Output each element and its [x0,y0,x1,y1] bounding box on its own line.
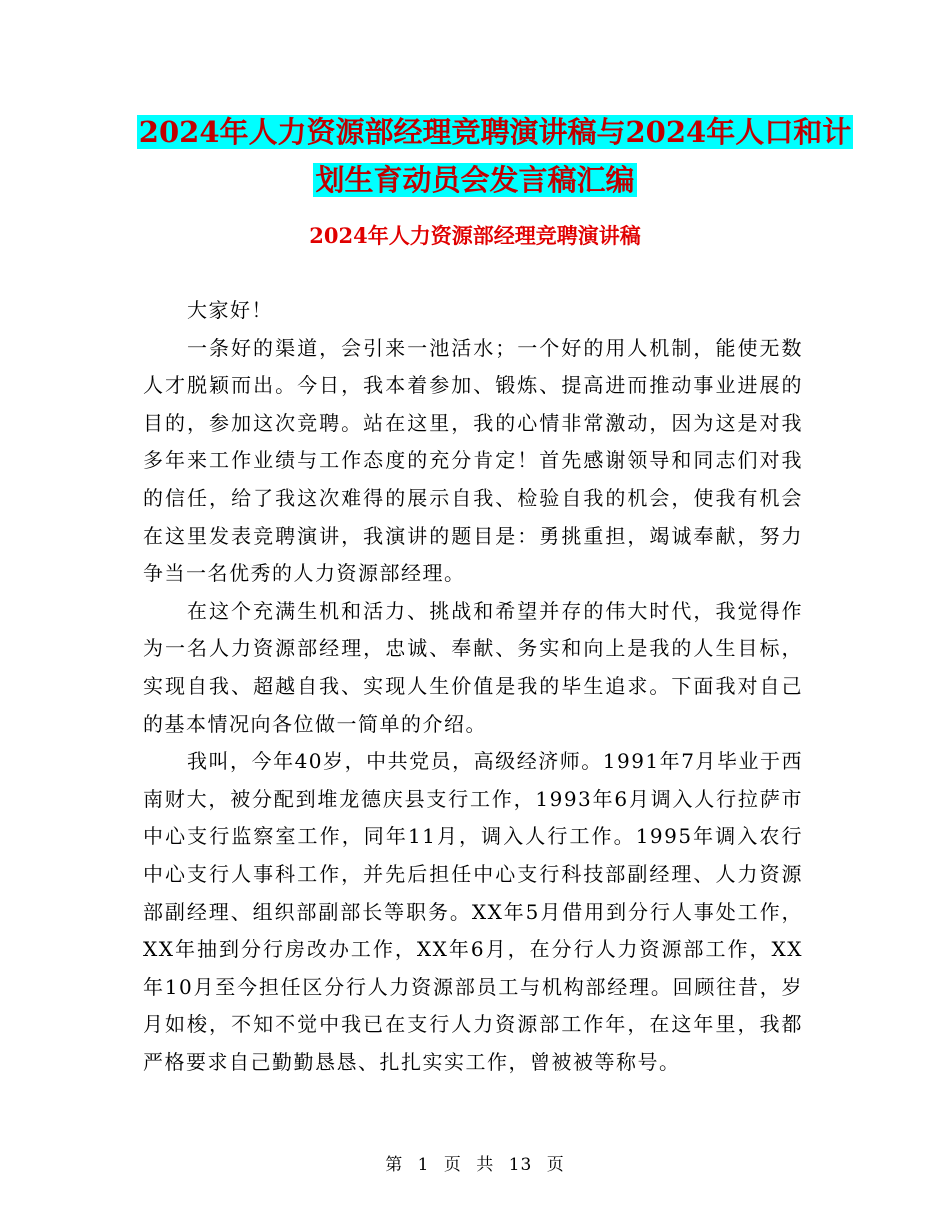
document-title-line-2: 划生育动员会发言稿汇编 [315,163,635,197]
footer-total-unit: 页 [546,1155,565,1175]
footer-total-pages: 13 [508,1155,533,1175]
paragraph-greeting: 大家好！ [187,298,273,322]
page-footer [0,1150,950,1175]
document-title-line-1: 2024年人力资源部经理竞聘演讲稿与2024年人口和计 [138,115,852,149]
paragraph-intro: 一条好的渠道，会引来一池活水；一个好的用人机制，能使无数人才脱颖而出。今日，我本着参加、锻炼、提高进而推动事业进展的目的，参加这次竞聘。站在这里，我的心情非常激动，因为这是对我多年来工作业绩与工作态度的充分肯定！首先感谢领导和同志们对我的信任，给了我这次难得的展示自我、检验自我的机会，使我有机会在这里发表竞聘演讲，我演讲的题目是：勇挑重担，竭诚奉献，努力争当一名优秀的人力资源部经理。 [143,335,803,586]
footer-page-number: 1 [417,1155,430,1175]
document-title [0,108,950,204]
footer-total-label: 共 [476,1155,495,1175]
footer-page-unit: 页 [443,1155,462,1175]
footer-page-label: 第 [385,1155,404,1175]
paragraph-goals: 在这个充满生机和活力、挑战和希望并存的伟大时代，我觉得作为一名人力资源部经理，忠诚、奉献、务实和向上是我的人生目标，实现自我、超越自我、实现人生价值是我的毕生追求。下面我对自己的基本情况向各位做一简单的介绍。 [143,598,803,736]
paragraph-background: 我叫，今年40岁，中共党员，高级经济师。1991年7月毕业于西南财大，被分配到堆龙德庆县支行工作，1993年6月调入人行拉萨市中心支行监察室工作，同年11月，调入人行工作。1995年调入农行中心支行人事科工作，并先后担任中心支行科技部副经理、人力资源部副经理、组织部副部长等职务。XX年5月借用到分行人事处工作，XX年抽到分行房改办工作，XX年6月，在分行人力资源部工作，XX年10月至今担任区分行人力资源部员工与机构部经理。回顾往昔，岁月如梭，不知不觉中我已在支行人力资源部工作年，在这年里，我都严格要求自己勤勤恳恳、扎扎实实工作，曾被被等称号。 [143,749,803,1074]
document-body [143,292,803,1081]
section-title: 2024年人力资源部经理竞聘演讲稿 [309,223,641,248]
